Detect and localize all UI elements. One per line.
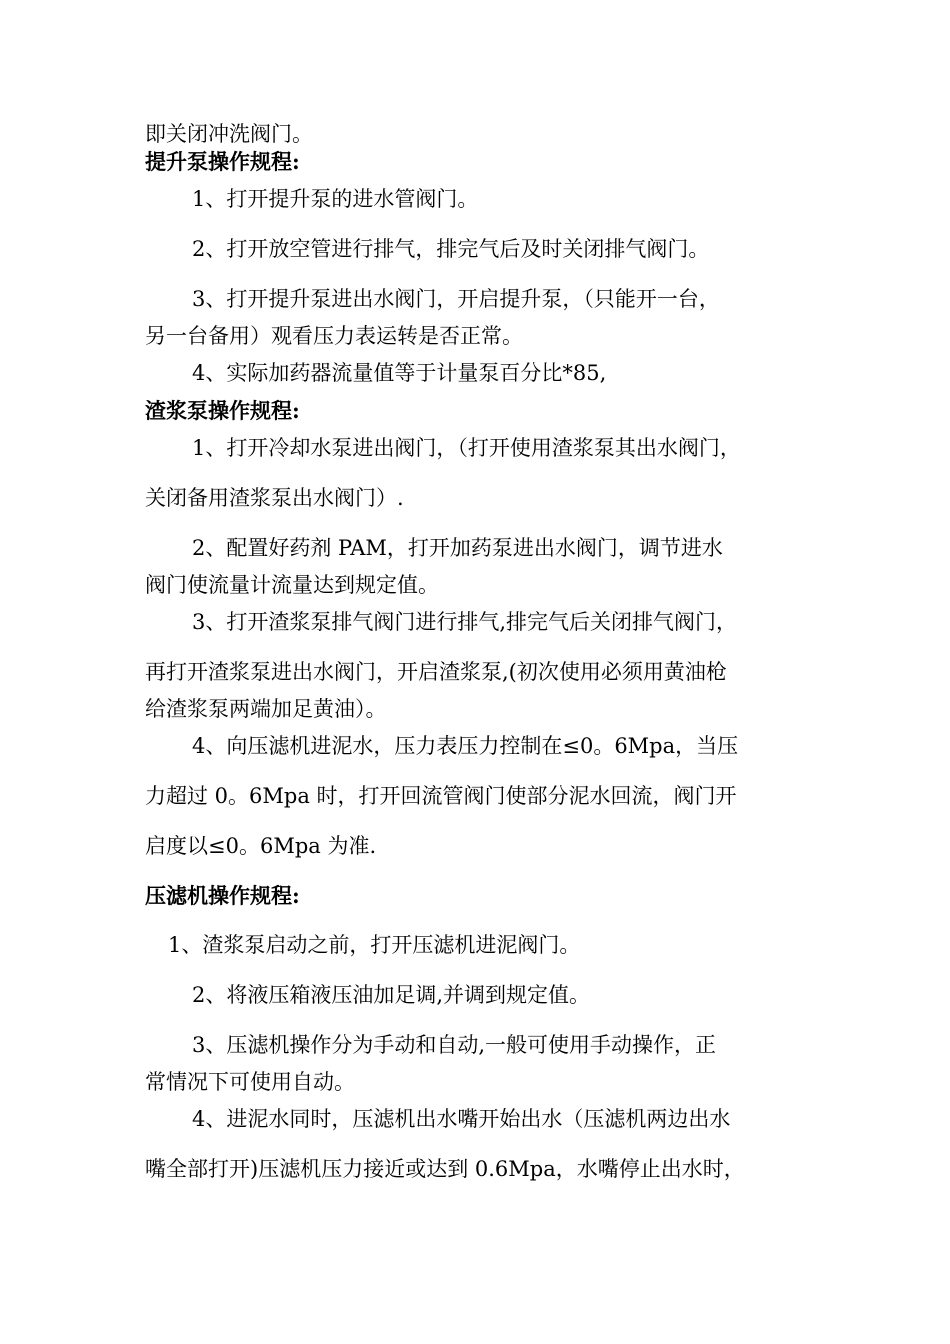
body-line: 3、打开渣浆泵排气阀门进行排气,排完气后关闭排气阀门， [192, 610, 738, 634]
body-line: 嘴全部打开)压滤机压力接近或达到 0.6Mpa，水嘴停止出水时， [145, 1157, 745, 1181]
body-line: 1、打开提升泵的进水管阀门。 [192, 187, 479, 211]
body-line: 4、向压滤机进泥水，压力表压力控制在≤0。6Mpa，当压 [192, 734, 739, 758]
body-line: 常情况下可使用自动。 [145, 1070, 355, 1094]
body-line: 2、配置好药剂 PAM，打开加药泵进出水阀门，调节进水 [192, 536, 723, 560]
body-line: 1、打开冷却水泵进出阀门，（打开使用渣浆泵其出水阀门， [192, 436, 741, 460]
body-line: 4、进泥水同时，压滤机出水嘴开始出水（压滤机两边出水 [192, 1107, 731, 1131]
body-line: 另一台备用）观看压力表运转是否正常。 [145, 324, 523, 348]
body-line: 启度以≤0。6Mpa 为准. [145, 834, 377, 858]
body-line: 给渣浆泵两端加足黄油）。 [145, 697, 387, 721]
body-line: 阀门使流量计流量达到规定值。 [145, 573, 439, 597]
body-line: 3、压滤机操作分为手动和自动,一般可使用手动操作，正 [192, 1033, 717, 1057]
body-line: 2、将液压箱液压油加足调,并调到规定值。 [192, 983, 591, 1007]
body-line: 3、打开提升泵进出水阀门，开启提升泵，（只能开一台， [192, 287, 720, 311]
body-line: 力超过 0。6Mpa 时，打开回流管阀门使部分泥水回流，阀门开 [145, 784, 737, 808]
section-heading-filter-press: 压滤机操作规程: [145, 883, 300, 908]
body-line: 4、实际加药器流量值等于计量泵百分比*85, [192, 361, 607, 385]
body-line: 1、渣浆泵启动之前，打开压滤机进泥阀门。 [168, 933, 581, 957]
body-line: 再打开渣浆泵进出水阀门，开启渣浆泵,(初次使用必须用黄油枪 [145, 660, 727, 684]
section-heading-lift-pump: 提升泵操作规程: [145, 149, 300, 174]
body-line: 2、打开放空管进行排气，排完气后及时关闭排气阀门。 [192, 237, 710, 261]
body-line: 即关闭冲洗阀门。 [145, 122, 313, 146]
body-line: 关闭备用渣浆泵出水阀门）. [145, 486, 404, 510]
section-heading-slurry-pump: 渣浆泵操作规程: [145, 398, 300, 423]
